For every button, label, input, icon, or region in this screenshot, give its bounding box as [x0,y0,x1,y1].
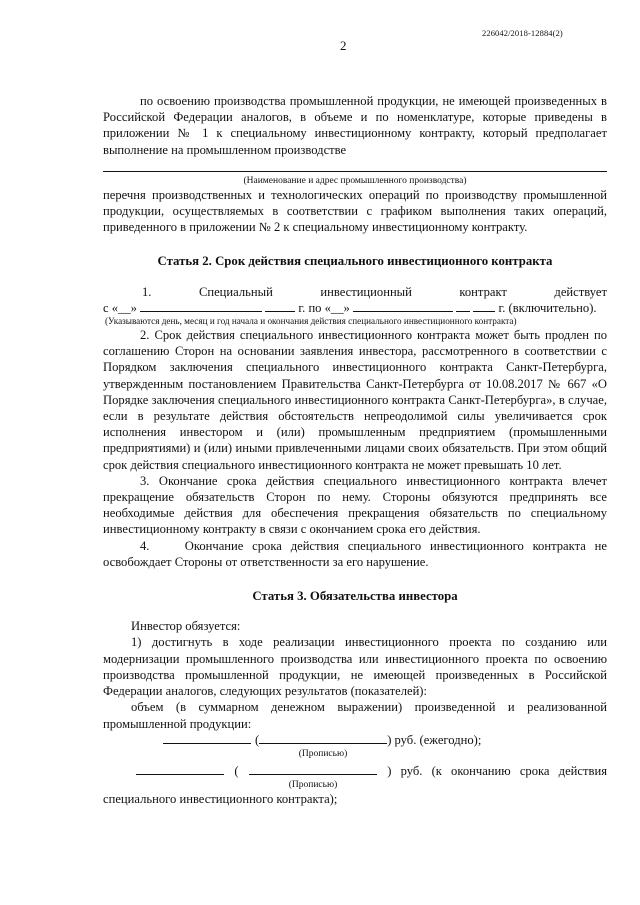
production-name-caption: (Наименование и адрес промышленного производства) [243,175,467,186]
annual-sum-suffix: ) руб. (ежегодно); [387,732,482,747]
article-2-item-1-line-1 [103,284,607,300]
item-1-word: контракт [459,284,507,299]
operations-paragraph: перечня производственных и технологических операций по производству промышленной продукции, осуществляемых в соответствии с графиком выполнения таких операций, приведенного в приложении № 2 к специальному инвестиционному контракту. [103,187,607,235]
year-to-blank-a [456,300,470,312]
article-2-heading: Статья 2. Срок действия специального инвестиционного контракта [157,254,553,269]
article-3-intro: Инвестор обязуется: [131,619,241,634]
article-3-heading: Статья 3. Обязательства инвестора [252,589,458,604]
document-number: 226042/2018-12884(2) [482,28,563,38]
article-3-item-1: 1) достигнуть в ходе реализации инвестиционного проекта по созданию или модернизации промышленного производства или инвестиционного проекта по освоению производства промышленной продукции, не имеющей произведенных в Российской Федерации аналогов, следующих результатов (показателей): [103,635,607,699]
item-1-word: инвестиционный [320,284,412,299]
total-sum-line: ( ) руб. (к окончанию срока действия [136,763,607,779]
total-sum-words-blank [249,763,377,775]
date-end-label: г. (включительно). [498,300,597,315]
total-sum-caption: (Прописью) [288,780,338,791]
month-from-blank [140,300,262,312]
annual-sum-caption: (Прописью) [298,748,348,759]
intro-paragraph: по освоению производства промышленной продукции, не имеющей произведенных в Российской Федерации аналогов, в объеме и по номенклатуре, которые приведены в приложении № 1 к специальному инвестиционному контракту, который предполагает выполнение на промышленном производстве [103,94,607,157]
item-1-number: 1. [142,284,152,299]
article-2-item-1-line-2 [103,300,607,316]
article-2-item-3: 3. Окончание срока действия специального инвестиционного контракта влечет прекращение обязательств Сторон по нему. Стороны обязуются предпринять все необходимые действия для обеспечения прекращения обязательств по специальному инвестиционному контракту в связи с окончанием срока его действия. [103,473,607,537]
date-caption: (Указываются день, месяц и год начала и окончания действия специального инвестиционного контракта) [105,316,517,327]
year-from-blank [265,300,295,312]
year-to-blank-b [473,300,495,312]
annual-sum-blank [163,732,251,744]
total-sum-continuation: специального инвестиционного контракта); [103,792,338,807]
date-to-label: г. по «__» [298,300,350,315]
page-content [103,93,607,807]
item-1-word: Специальный [198,284,273,299]
total-sum-blank [136,763,224,775]
production-name-blank [103,162,607,172]
article-2-item-4: 4. Окончание срока действия специального инвестиционного контракта не освобождает Стороны от ответственности за его нарушение. [103,538,607,569]
page-number: 2 [340,38,347,53]
date-from-label: с «__» [103,300,137,315]
article-2-item-2: 2. Срок действия специального инвестиционного контракта может быть продлен по соглашению Сторон на основании заявления инвестора, рассмотренного в соответствии с Порядком заключения специального инвестиционного контракта Санкт-Петербурга, утвержденным постановлением Правительства Санкт-Петербурга от 10.08.2017 № 667 «О Порядке заключения специального инвестиционного контракта Санкт-Петербурга», в случае, если в результате действия обстоятельств непреодолимой силы увеличивается срок исполнения инвестором и (или) промышленным предприятием (промышленными предприятиями) и (или) иными привлеченными лицами своих обязательств. При этом общий срок действия специального инвестиционного контракта не может превышать 10 лет. [103,328,607,472]
annual-sum-words-blank [259,732,387,744]
volume-paragraph: объем (в суммарном денежном выражении) произведенной и реализованной промышленной продукции: [103,700,607,731]
month-to-blank [353,300,453,312]
annual-sum-line: ( ) руб. (ежегодно); [163,732,607,748]
item-1-word: действует [554,284,607,299]
total-sum-suffix: ) руб. (к окончанию срока действия [387,763,607,778]
